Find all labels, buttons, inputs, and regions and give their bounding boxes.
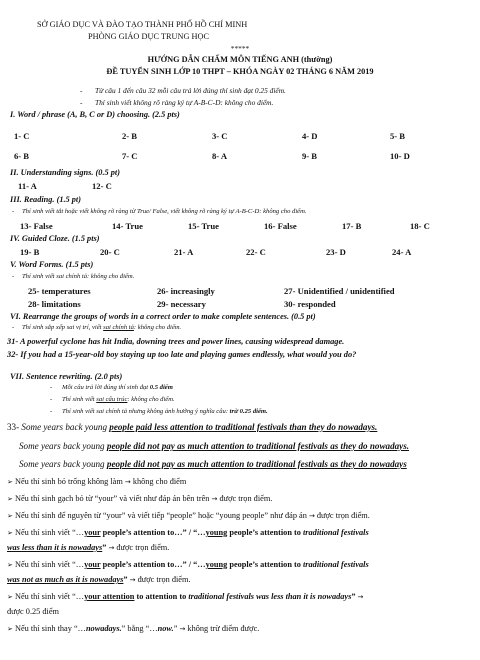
rule-5-young: young <box>205 560 228 569</box>
rule-6-festivals: traditional festivals was less than it is nowadays <box>188 592 352 601</box>
arrow-icon: → <box>108 544 115 552</box>
rule-1-result: không cho điểm <box>130 477 187 486</box>
rule-4-festivals: traditional festivals <box>303 528 369 537</box>
answer-9: 9- B <box>302 151 318 161</box>
department-name: SỞ GIÁO DỤC VÀ ĐÀO TẠO THÀNH PHỐ HỒ CHÍ MINH <box>37 20 248 29</box>
arrow-icon: → <box>211 495 218 503</box>
rule-6-your-attention: your attention <box>84 592 135 601</box>
q33-prefix-1: Some years back young <box>21 422 110 432</box>
rule-4-cont <box>7 543 169 552</box>
rule-7-text: Nếu thí sinh thay “… <box>14 624 86 633</box>
q33-answer-2: people did not pay as much attention to traditional festivals as they do nowadays. <box>106 441 410 451</box>
rule-4-text: Nếu thí sinh viết “… <box>14 528 85 537</box>
answer-20: 20- C <box>100 247 120 257</box>
rule-6-text: Nếu thí sinh viết “… <box>14 592 85 601</box>
bullet-icon: ➢ <box>7 593 13 601</box>
answer-21: 21- A <box>174 247 194 257</box>
q33-prefix-2: Some years back young <box>19 441 107 451</box>
rule-7-quote: ” <box>173 624 180 633</box>
rule-1-text: Nếu thí sinh bỏ trống không làm <box>14 477 125 486</box>
bullet-icon: ➢ <box>7 561 13 569</box>
answer-17: 17- B <box>342 221 362 231</box>
q33-prefix-3: Some years back young <box>19 459 107 469</box>
answer-27: 27- Unidentified / unidentified <box>284 286 395 296</box>
document-title: HƯỚNG DẪN CHẤM MÔN TIẾNG ANH (thường) <box>147 55 333 64</box>
section-4-heading: IV. Guided Cloze. (1.5 pts) <box>10 234 100 243</box>
section-6-note-text: Thí sinh sắp xếp sai vị trí, viết <box>22 324 104 331</box>
section-7-dash-2: - <box>50 396 53 403</box>
rule-1 <box>7 477 186 486</box>
section-7-bullet-2 <box>62 396 175 403</box>
section-6-note <box>22 324 181 331</box>
rule-5-your: your <box>84 560 101 569</box>
intro-dash-2: - <box>80 98 83 107</box>
section-6-note-dash: - <box>12 324 15 331</box>
section-1-heading: I. Word / phrase (A, B, C or D) choosing. (2.5 pts) <box>10 110 180 119</box>
rule-5-quote: ” <box>123 575 130 584</box>
section-3-heading: III. Reading. (1.5 pt) <box>10 195 81 204</box>
arrow-icon: → <box>179 625 186 633</box>
rule-5-result: được trọn điểm. <box>135 575 191 584</box>
intro-dash-1: - <box>80 86 83 95</box>
answer-7: 7- C <box>122 151 138 161</box>
rule-6-middle: to attention to <box>134 592 189 601</box>
rule-4-quote: ” <box>102 543 109 552</box>
section-7-bullet-1 <box>62 384 173 391</box>
rule-5 <box>7 560 369 569</box>
intro-line-1: Từ câu 1 đến câu 32 mỗi câu trả lời đúng thí sinh đạt 0.25 điểm. <box>95 86 286 95</box>
answer-14: 14- True <box>112 221 143 231</box>
answer-11: 11- A <box>18 181 37 191</box>
rule-7-result: không trừ điểm được. <box>185 624 260 633</box>
answer-28: 28- limitations <box>28 299 81 309</box>
answer-31: 31- A powerful cyclone has hit India, downing trees and power lines, causing widespread damage. <box>7 337 345 346</box>
rule-4-young: young <box>205 528 228 537</box>
rule-5-attention: people’s attention to <box>227 560 303 569</box>
intro-line-2: Thí sinh viết không rõ ràng ký tự A-B-C-D: không cho điểm. <box>95 98 274 107</box>
answer-32: 32- If you had a 15-year-old boy staying up too late and playing games endlessly, what would you do? <box>7 350 357 359</box>
rule-7-middle: ” bằng “… <box>121 624 158 633</box>
rule-4-middle: people’s attention to…” / “… <box>100 528 206 537</box>
bullet-icon: ➢ <box>7 529 13 537</box>
rule-5-ending: was not as much as it is nowadays <box>7 575 124 584</box>
answer-16: 16- False <box>264 221 297 231</box>
document-subtitle: ĐỀ TUYỂN SINH LỚP 10 THPT – KHÓA NGÀY 02 THÁNG 6 NĂM 2019 <box>106 67 374 76</box>
rule-4-ending: was less than it is nowadays <box>7 543 103 552</box>
answer-12: 12- C <box>92 181 112 191</box>
section-5-note-dash: - <box>12 273 15 280</box>
section-7-bullet-3 <box>62 408 268 415</box>
rule-6-result: được 0.25 điểm <box>7 607 59 616</box>
rule-2-result: được trọn điểm. <box>217 494 273 503</box>
section-6-note-underlined: sai chính tả <box>103 324 134 331</box>
rule-7 <box>7 624 259 633</box>
section-7-bullet-1-points: 0.5 điểm <box>149 384 173 391</box>
rule-6-quote: ” <box>351 592 358 601</box>
answer-10: 10- D <box>390 151 410 161</box>
section-7-bullet-2-underlined: sai cấu trúc <box>96 396 128 403</box>
rule-6 <box>7 592 363 601</box>
section-3-note-dash: - <box>12 208 15 215</box>
arrow-icon: → <box>357 593 364 601</box>
bullet-icon: ➢ <box>7 495 13 503</box>
rule-5-festivals: traditional festivals <box>303 560 369 569</box>
answer-2: 2- B <box>122 131 138 141</box>
bullet-icon: ➢ <box>7 512 13 520</box>
arrow-icon: → <box>129 576 136 584</box>
answer-30: 30- responded <box>284 299 336 309</box>
rule-5-cont <box>7 575 191 584</box>
answer-19: 19- B <box>20 247 40 257</box>
section-7-dash-1: - <box>50 384 53 391</box>
section-6-heading: VI. Rearrange the groups of words in a correct order to make complete sentences. (0.5 pt) <box>10 312 316 321</box>
section-7-bullet-2-text: Thí sinh viết <box>62 396 97 403</box>
rule-3-text: Nếu thí sinh để nguyên từ “your” và viết tiếp “people” hoặc “young people” như đáp án <box>14 511 309 520</box>
answer-8: 8- A <box>212 151 228 161</box>
answer-22: 22- C <box>246 247 266 257</box>
rule-5-middle: people’s attention to…” / “… <box>100 560 206 569</box>
section-7-bullet-2-end: : không cho điểm. <box>127 396 175 403</box>
answer-5: 5- B <box>390 131 406 141</box>
rule-4 <box>7 528 369 537</box>
section-5-heading: V. Word Forms. (1.5 pts) <box>10 260 94 269</box>
answer-13: 13- False <box>20 221 53 231</box>
rule-4-attention: people’s attention to <box>227 528 303 537</box>
answer-1: 1- C <box>14 131 30 141</box>
q33-answer-3: people did not pay as much attention to traditional festivals as they do nowadays <box>106 459 407 469</box>
answer-29: 29- necessary <box>157 299 206 309</box>
rule-3 <box>7 511 370 520</box>
answer-15: 15- True <box>188 221 219 231</box>
section-6-note-end: : không cho điểm. <box>133 324 182 331</box>
bullet-icon: ➢ <box>7 478 13 486</box>
arrow-icon: → <box>308 512 315 520</box>
q33-number: 33- <box>7 422 22 432</box>
answer-26: 26- increasingly <box>157 286 215 296</box>
rule-2-text: Nếu thí sinh gạch bỏ từ “your” và viết như đáp án bên trên <box>14 494 212 503</box>
rule-4-result: được trọn điểm. <box>114 543 170 552</box>
rule-2 <box>7 494 272 503</box>
answer-24: 24- A <box>392 247 412 257</box>
stars-divider: ***** <box>230 44 250 53</box>
answer-4: 4- D <box>302 131 318 141</box>
answer-18: 18- C <box>410 221 430 231</box>
section-3-note: Thí sinh viết tắt hoặc viết không rõ ràng từ True/ False, viết không rõ ràng ký tự A-B-C-D: không cho điểm. <box>22 208 307 215</box>
section-2-heading: II. Understanding signs. (0.5 pt) <box>10 168 120 177</box>
q33-line-2 <box>19 441 409 451</box>
rule-4-your: your <box>84 528 101 537</box>
section-7-dash-3: - <box>50 408 53 415</box>
section-7-bullet-3-penalty: trừ 0.25 điểm. <box>229 408 268 415</box>
rule-7-nowadays: nowadays. <box>85 624 122 633</box>
answer-3: 3- C <box>212 131 228 141</box>
bullet-icon: ➢ <box>7 625 13 633</box>
office-name: PHÒNG GIÁO DỤC TRUNG HỌC <box>88 32 210 41</box>
q33-line-1 <box>7 422 377 432</box>
section-7-bullet-1-text: Mỗi câu trả lời đúng thí sinh đạt <box>62 384 150 391</box>
section-5-note: Thí sinh viết sai chính tả: không cho điểm. <box>22 273 135 280</box>
rule-7-now: now. <box>157 624 174 633</box>
arrow-icon: → <box>124 478 131 486</box>
rule-5-text: Nếu thí sinh viết “… <box>14 560 85 569</box>
answer-23: 23- D <box>326 247 346 257</box>
q33-line-3 <box>19 459 407 469</box>
answer-6: 6- B <box>14 151 30 161</box>
section-7-heading: VII. Sentence rewriting. (2.0 pts) <box>10 372 123 381</box>
q33-answer-1: people paid less attention to traditional festivals than they do nowadays. <box>109 422 378 432</box>
answer-25: 25- temperatures <box>28 286 91 296</box>
rule-3-result: được trọn điểm. <box>314 511 370 520</box>
section-7-bullet-3-text: Thí sinh viết sai chính tả nhưng không ảnh hưởng ý nghĩa câu: <box>62 408 230 415</box>
